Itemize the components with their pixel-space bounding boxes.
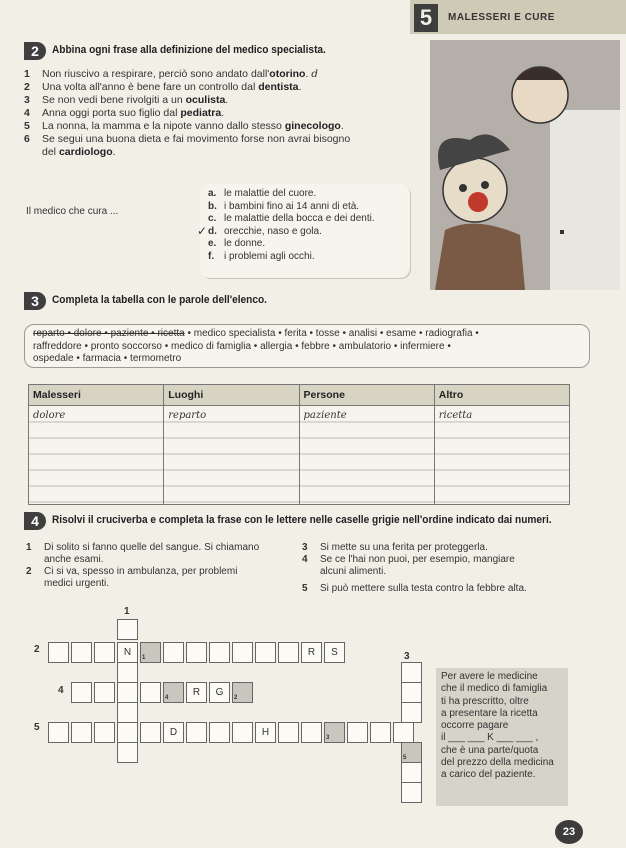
crossword-cell[interactable]: [163, 642, 184, 663]
crossword-cell[interactable]: [71, 642, 92, 663]
col-malesseri: Malesseri: [29, 385, 164, 406]
crossword-cell[interactable]: [278, 642, 299, 663]
definitions-box: [197, 184, 410, 278]
cell-order-number: 5: [403, 755, 407, 761]
clue-1: 1 Di solito si fanno quelle del sangue. Si chiamano: [26, 542, 260, 553]
cell-letter: N: [123, 647, 132, 658]
definition-prompt: Il medico che cura ...: [26, 206, 119, 217]
cell-letter: G: [215, 687, 224, 698]
clues-right: 3 Si mette su una ferita per proteggerla. 4 Se ce l'hai non puoi, per esempio, mangiare alcuni alimenti. 5 Si può mettere sulla testa contro la febbre alta.: [302, 542, 572, 595]
crossword-gray-cell[interactable]: [232, 682, 253, 703]
crossword-cell[interactable]: [393, 722, 414, 743]
cell-order-number: 1: [142, 655, 146, 661]
crossword-gray-cell[interactable]: [324, 722, 345, 743]
exercise-4-number: 4: [24, 512, 46, 530]
crossword-cell[interactable]: [347, 722, 368, 743]
cell-letter: H: [261, 727, 270, 738]
answer-1[interactable]: d: [311, 68, 319, 80]
definition-a: a. le malattie del cuore.: [208, 188, 317, 199]
crossword-cell[interactable]: [255, 722, 276, 743]
col-luoghi: Luoghi: [164, 385, 299, 406]
crossword-gray-cell[interactable]: [140, 642, 161, 663]
crossword-cell[interactable]: [71, 682, 92, 703]
definition-b: b. i bambini fino ai 14 anni di età.: [208, 200, 360, 212]
sentence-3: 3 Se non vedi bene rivolgiti a un oculista.: [24, 94, 229, 106]
clue-3: 3 Si mette su una ferita per proteggerla.: [302, 542, 488, 553]
crossword-cell[interactable]: [186, 722, 207, 743]
cw-number-1: 1: [124, 606, 130, 617]
crossword-cell[interactable]: [401, 682, 422, 703]
crossword-cell[interactable]: [324, 642, 345, 663]
sentence-6-cont: del cardiologo.: [42, 146, 116, 158]
clues-left: 1 Di solito si fanno quelle del sangue. Si chiamano anche esami. 2 Ci si va, spesso in ambulanza, per problemi medici urgenti.: [26, 542, 301, 590]
crossword-cell[interactable]: [163, 722, 184, 743]
clue-2: 2 Ci si va, spesso in ambulanza, per problemi: [26, 566, 238, 577]
crossword-cell[interactable]: [48, 642, 69, 663]
crossword-cell[interactable]: [401, 662, 422, 683]
crossword-gray-cell[interactable]: [163, 682, 184, 703]
definition-d: ✓ d. orecchie, naso e gola.: [197, 223, 322, 238]
cell-letter: R: [192, 687, 201, 698]
crossword-cell[interactable]: [232, 722, 253, 743]
crossword-cell[interactable]: [401, 782, 422, 803]
cw-number-4: 4: [58, 685, 64, 696]
crossword-cell[interactable]: [117, 662, 138, 683]
cell-luoghi[interactable]: reparto: [164, 406, 299, 505]
sentence-4: 4 Anna oggi porta suo figlio dal pediatra.: [24, 107, 225, 119]
crossword-cell[interactable]: [48, 722, 69, 743]
crossword-cell[interactable]: [209, 682, 230, 703]
word-list-box: reparto • dolore • paziente • ricetta • medico specialista • ferita • tosse • analisi • esame • radiografia • raffreddore • pronto soccorso • medico di famiglia • allergia • febbre • ambulatorio • infermiere • ospedale • farmacia • termometro: [24, 324, 590, 368]
cell-order-number: 4: [165, 695, 169, 701]
crossword-cell[interactable]: [209, 722, 230, 743]
definition-e: e. le donne.: [208, 238, 266, 249]
crossword-cell[interactable]: [209, 642, 230, 663]
clue-5: 5 Si può mettere sulla testa contro la febbre alta.: [302, 583, 527, 594]
crossword-cell[interactable]: [117, 619, 138, 640]
crossword-cell[interactable]: [117, 702, 138, 723]
crossword-cell[interactable]: [186, 682, 207, 703]
crossword-gray-cell[interactable]: [401, 742, 422, 763]
crossword-cell[interactable]: [278, 722, 299, 743]
definition-f: f. i problemi agli occhi.: [208, 250, 315, 262]
crossword-cell[interactable]: [255, 642, 276, 663]
cell-malesseri[interactable]: dolore: [29, 406, 164, 505]
check-icon: ✓: [197, 223, 208, 238]
definition-c: c. le malattie della bocca e dei denti.: [208, 213, 375, 224]
crossword-cell[interactable]: [117, 682, 138, 703]
crossword-cell[interactable]: [94, 682, 115, 703]
unit-number: 5: [414, 4, 438, 32]
cw-number-2: 2: [34, 644, 40, 655]
crossword-cell[interactable]: [232, 642, 253, 663]
exercise-4-title: Risolvi il cruciverba e completa la frase con le lettere nelle caselle grigie nell'ordine indicato dai numeri.: [52, 514, 552, 526]
cell-persone[interactable]: paziente: [299, 406, 434, 505]
sentence-2: 2 Una volta all'anno è bene fare un controllo dal dentista.: [24, 81, 302, 93]
sentence-5: 5 La nonna, la mamma e la nipote vanno dallo stesso ginecologo.: [24, 120, 344, 132]
cell-order-number: 2: [234, 695, 238, 701]
sentence-6: 6 Se segui una buona dieta e fai movimento forse non avrai bisogno: [24, 133, 351, 145]
cw-number-5: 5: [34, 722, 40, 733]
info-box: Per avere le medicine che il medico di famiglia ti ha prescritto, oltre a presentare la ricetta occorre pagare il ___ ___ K ___ ___ , che è una parte/quota del prezzo della medicina a carico del paziente.: [436, 668, 568, 806]
crossword-cell[interactable]: [401, 762, 422, 783]
illustration-svg: [430, 40, 620, 290]
crossword-cell[interactable]: [94, 722, 115, 743]
crossword-cell[interactable]: [71, 722, 92, 743]
cell-letter: S: [331, 647, 338, 658]
crossword-cell[interactable]: [301, 722, 322, 743]
exercise-3-number: 3: [24, 292, 46, 310]
unit-title: MALESSERI E CURE: [448, 12, 555, 23]
exercise-3-title: Completa la tabella con le parole dell'elenco.: [52, 294, 267, 306]
crossword-cell[interactable]: [370, 722, 391, 743]
crossword-cell[interactable]: [401, 702, 422, 723]
exercise-2-title: Abbina ogni frase alla definizione del medico specialista.: [52, 44, 326, 56]
cell-letter: D: [169, 727, 178, 738]
clue-4: 4 Se ce l'hai non puoi, per esempio, mangiare: [302, 554, 515, 565]
sentence-1: 1 Non riuscivo a respirare, perciò sono andato dall'otorino. d: [24, 68, 319, 80]
cell-order-number: 3: [326, 735, 330, 741]
cw-number-3: 3: [404, 651, 410, 662]
exercise-2-number: 2: [24, 42, 46, 60]
sentence-list: [24, 68, 424, 159]
crossword-cell[interactable]: [94, 642, 115, 663]
crossword-cell[interactable]: [301, 642, 322, 663]
cell-altro[interactable]: ricetta: [434, 406, 569, 505]
crossword-cell[interactable]: [140, 682, 161, 703]
crossword-cell[interactable]: [117, 722, 138, 743]
crossword-cell[interactable]: [117, 742, 138, 763]
doctor-illustration: [430, 40, 620, 290]
crossword-cell[interactable]: [140, 722, 161, 743]
crossword-cell[interactable]: [117, 642, 138, 663]
answer-blank[interactable]: il ___ ___ K ___ ___ ,: [441, 732, 539, 744]
col-altro: Altro: [434, 385, 569, 406]
classification-table: [28, 384, 570, 505]
col-persone: Persone: [299, 385, 434, 406]
crossed-words: reparto • dolore • paziente • ricetta: [33, 328, 185, 339]
cell-letter: R: [307, 647, 316, 658]
page-number: 23: [555, 820, 583, 844]
crossword-cell[interactable]: [186, 642, 207, 663]
